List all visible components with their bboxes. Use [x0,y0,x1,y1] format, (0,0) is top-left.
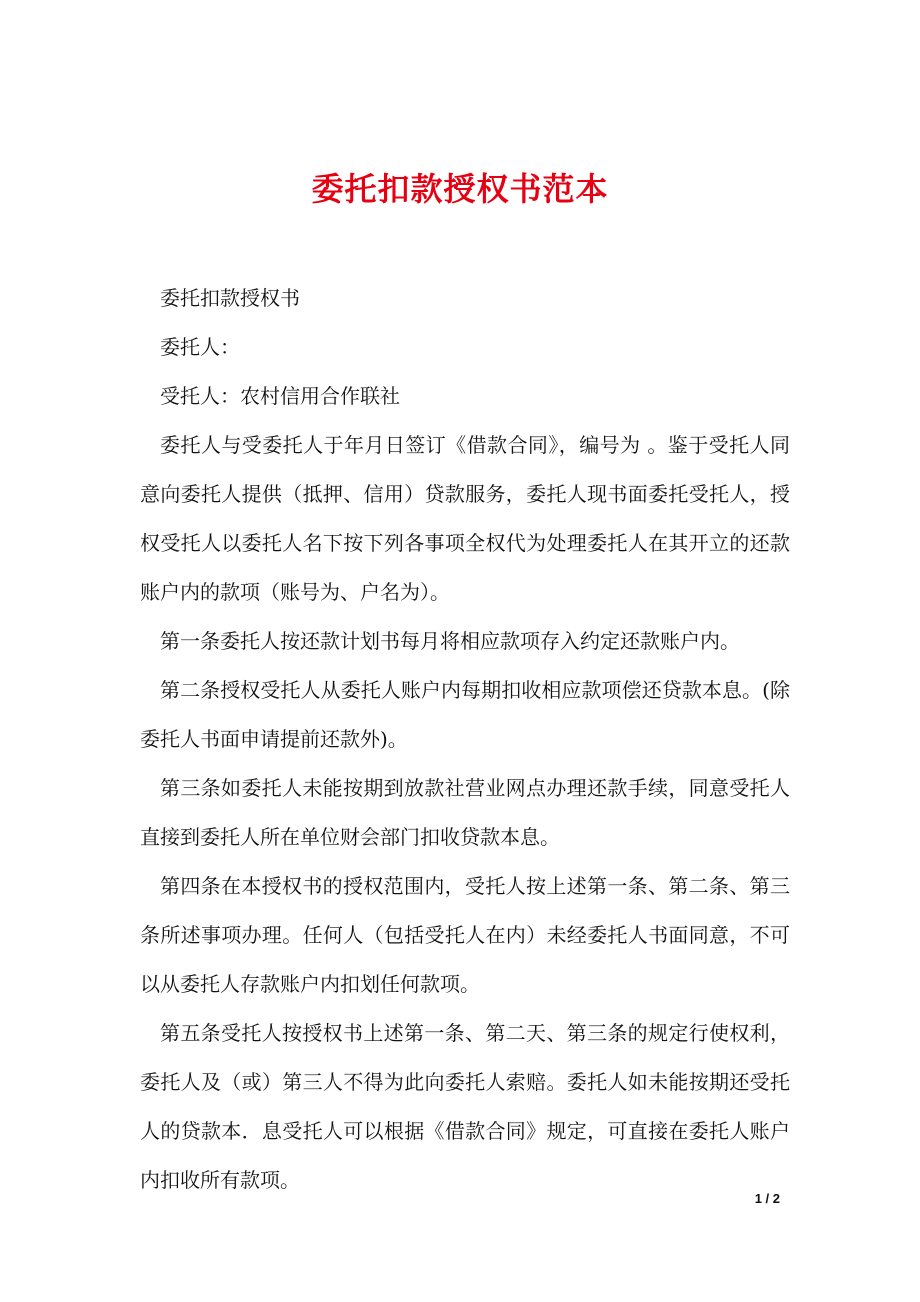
paragraph-preamble: 委托人与受委托人于年月日签订《借款合同》，编号为 。鉴于受托人同意向委托人提供（抵押、信用）贷款服务，委托人现书面委托受托人，授权受托人以委托人名下按下列各事项全权代为处理委托人在其开立的还款账户内的款项（账号为、户名为）。 [140,433,790,604]
paragraph-article-5: 第五条受托人按授权书上述第一条、第二天、第三条的规定行使权利，委托人及（或）第三人不得为此向委托人索赔。委托人如未能按期还受托人的贷款本．息受托人可以根据《借款合同》规定，可直接在委托人账户内扣收所有款项。 [140,1021,790,1192]
paragraph-article-3: 第三条如委托人未能按期到放款社营业网点办理还款手续，同意受托人直接到委托人所在单位财会部门扣收贷款本息。 [140,776,790,849]
paragraph-article-1: 第一条委托人按还款计划书每月将相应款项存入约定还款账户内。 [160,629,740,653]
document-body [140,274,790,1205]
paragraph-article-4: 第四条在本授权书的授权范围内，受托人按上述第一条、第二条、第三条所述事项办理。任何人（包括受托人在内）未经委托人书面同意，不可以从委托人存款账户内扣划任何款项。 [140,874,790,996]
paragraph-heading: 委托扣款授权书 [160,286,300,310]
page-number: 1 / 2 [754,1191,780,1206]
document-title: 委托扣款授权书范本 [311,170,609,209]
paragraph-article-2: 第二条授权受托人从委托人账户内每期扣收相应款项偿还贷款本息。(除委托人书面申请提前还款外)。 [140,678,790,751]
paragraph-principal: 委托人： [160,335,240,359]
paragraph-trustee: 受托人：农村信用合作联社 [160,384,400,408]
